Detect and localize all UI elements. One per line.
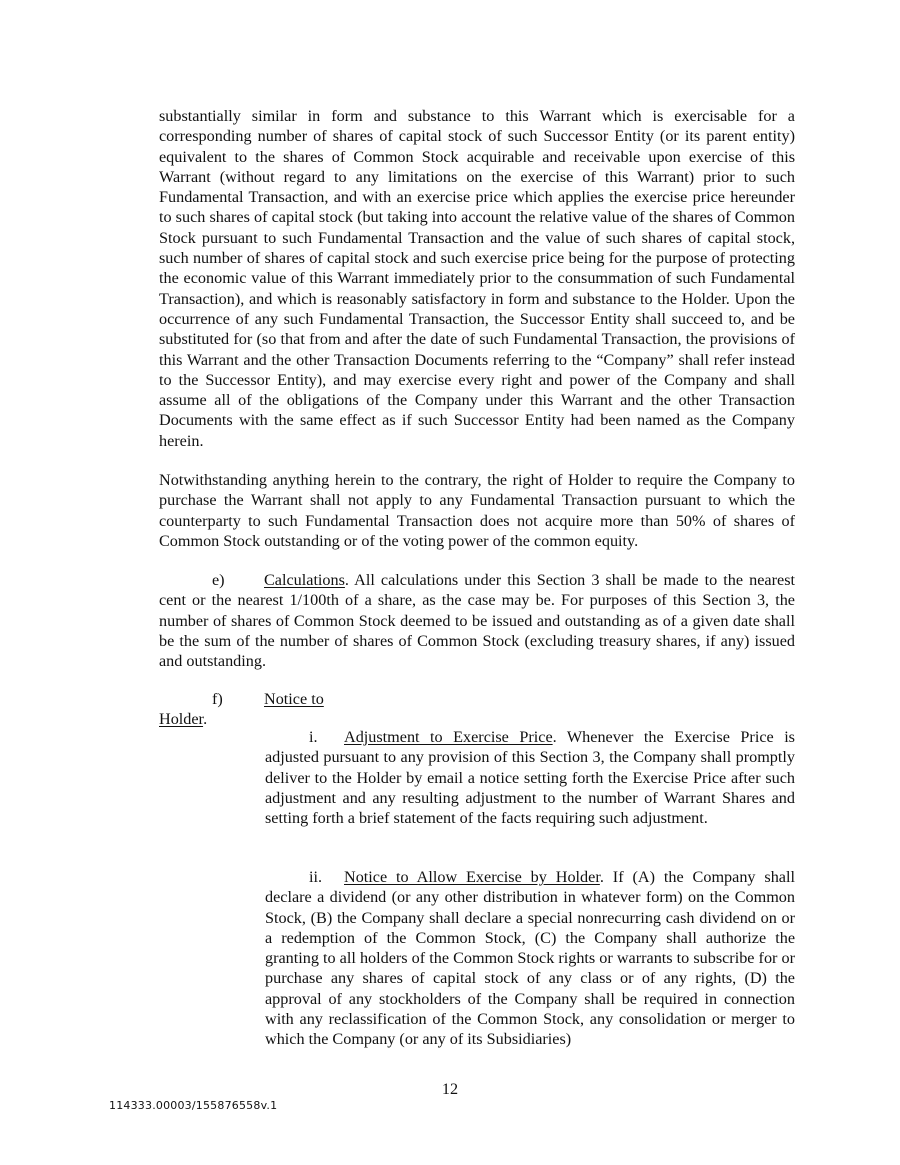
item-i-adjustment (265, 727, 795, 828)
section-e-heading: Calculations (264, 571, 345, 589)
item-ii-notice-to-allow-exercise (265, 867, 795, 1050)
document-footer-id: 114333.00003/155876558v.1 (109, 1099, 278, 1112)
paragraph-notwithstanding: Notwithstanding anything herein to the contrary, the right of Holder to require the Company to purchase the Warrant shall not apply to any Fundamental Transaction pursuant to which the counterparty to such Fundamental Transaction does not acquire more than 50% of shares of Common Stock outstanding or of the voting power of the common equity. (159, 471, 795, 550)
paragraph-successor-entity: substantially similar in form and substance to this Warrant which is exercisable for a corresponding number of shares of capital stock of such Successor Entity (or its parent entity) equivalent to the shares of Common Stock acquirable and receivable upon exercise of this Warrant (without regard to any limitations on the exercise of this Warrant) prior to such Fundamental Transaction, and with an exercise price which applies the exercise price hereunder to such shares of capital stock (but taking into account the relative value of the shares of Common Stock pursuant to such Fundamental Transaction and the value of such shares of capital stock, such number of shares of capital stock and such exercise price being for the purpose of protecting the economic value of this Warrant immediately prior to the consummation of such Fundamental Transaction), and which is reasonably satisfactory in form and substance to the Holder. Upon the occurrence of any such Fundamental Transaction, the Successor Entity shall succeed to, and be substituted for (so that from and after the date of such Fundamental Transaction, the provisions of this Warrant and the other Transaction Documents referring to the “Company” shall refer instead to the Successor Entity), and may exercise every right and power of the Company and shall assume all of the obligations of the Company under this Warrant and the other Transaction Documents with the same effect as if such Successor Entity had been named as the Company herein. (159, 107, 795, 450)
section-e-label: e) (212, 571, 225, 589)
item-i-body: . Whenever the Exercise Price is adjusted pursuant to any provision of this Section 3, the Company shall promptly deliver to the Holder by email a notice setting forth the Exercise Price after such adjustment and any resulting adjustment to the number of Warrant Shares and setting forth a brief statement of the facts requiring such adjustment. (265, 728, 795, 828)
section-f-trailing: . (203, 710, 208, 729)
page-number: 12 (441, 1080, 459, 1098)
item-i-heading: Adjustment to Exercise Price (344, 728, 553, 746)
item-ii-heading: Notice to Allow Exercise by Holder (344, 868, 600, 886)
section-e-body: . All calculations under this Section 3 shall be made to the nearest cent or the nearest 1/100th of a share, as the case may be. For purposes of this Section 3, the number of shares of Common Stock deemed to be issued and outstanding as of a given date shall be the sum of the number of shares of Common Stock (excluding treasury shares, if any) issued and outstanding. (159, 571, 795, 671)
item-ii-label: ii. (309, 868, 323, 886)
item-ii-body: . If (A) the Company shall declare a dividend (or any other distribution in whatever form) on the Common Stock, (B) the Company shall declare a special nonrecurring cash dividend on or a redemption of the Common Stock, (C) the Company shall authorize the granting to all holders of the Common Stock rights or warrants to subscribe for or purchase any shares of capital stock of any class or of any rights, (D) the approval of any stockholders of the Company shall be required in connection with any reclassification of the Common Stock, any consolidation or merger to which the Company (or any of its Subsidiaries) (265, 868, 795, 1049)
item-i-label: i. (309, 728, 318, 746)
section-e-calculations (159, 570, 795, 671)
section-f-heading: Notice to Holder (159, 690, 324, 729)
section-f-notice-to-holder (159, 689, 359, 730)
section-f-label: f) (212, 690, 223, 708)
